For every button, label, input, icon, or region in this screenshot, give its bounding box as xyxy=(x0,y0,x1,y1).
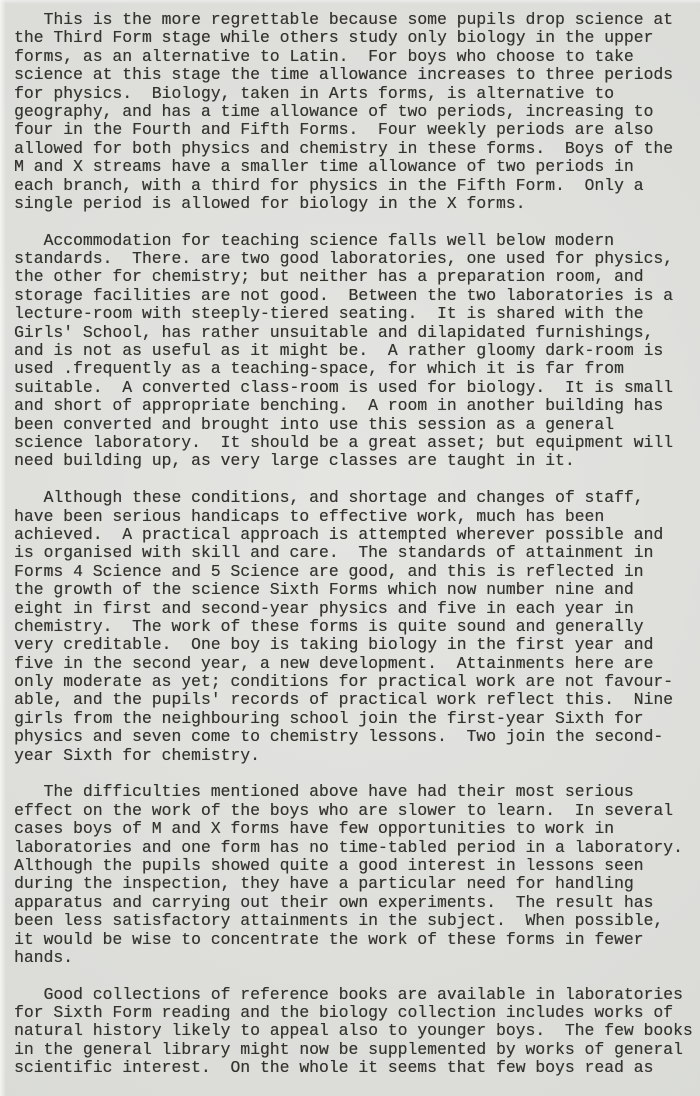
text-line: standards. There. are two good laboratories, one used for physics, xyxy=(14,249,674,269)
text-line: storage facilities are not good. Between the two laboratories is a xyxy=(14,285,674,305)
text-line: effect on the work of the boys who are slower to learn. In several xyxy=(14,800,674,820)
text-line: physics and seven come to chemistry lessons. Two join the second- xyxy=(14,727,664,747)
text-line: laboratories and one form has no time-tabled period in a laboratory. xyxy=(14,837,683,857)
text-line: The difficulties mentioned above have had their most serious xyxy=(14,782,634,802)
text-line: five in the second year, a new development. Attainments here are xyxy=(14,653,654,673)
text-line: cases boys of M and X forms have few opportunities to work in xyxy=(14,819,614,839)
text-line: chemistry. The work of these forms is quite sound and generally xyxy=(14,616,644,636)
text-line: the Third Form stage while others study only biology in the upper xyxy=(14,28,654,48)
text-line: is organised with skill and care. The standards of attainment in xyxy=(14,543,654,563)
text-line: eight in first and second-year physics and five in each year in xyxy=(14,598,634,618)
text-line: girls from the neighbouring school join the first-year Sixth for xyxy=(14,708,644,728)
paragraph-5 xyxy=(14,986,696,1078)
text-line: year Sixth for chemistry. xyxy=(14,745,260,765)
text-line: This is the more regrettable because some pupils drop science at xyxy=(14,10,674,29)
text-line: need building up, as very large classes are taught in it. xyxy=(14,451,575,471)
paragraph-4 xyxy=(14,783,696,967)
text-line: Good collections of reference books are available in laboratories xyxy=(14,984,683,1004)
text-line: in the general library might now be supplemented by works of general xyxy=(14,1039,683,1059)
document-text xyxy=(14,11,696,1078)
text-line: science at this stage the time allowance increases to three periods xyxy=(14,65,674,85)
text-line: lecture-room with steeply-tiered seating. It is shared with the xyxy=(14,304,644,324)
text-line: Although these conditions, and shortage and changes of staff, xyxy=(14,488,644,508)
text-line: during the inspection, they have a particular need for handling xyxy=(14,874,634,894)
text-line: used .frequently as a teaching-space, for which it is far from xyxy=(14,359,624,379)
text-line: been less satisfactory attainments in the subject. When possible, xyxy=(14,911,664,931)
text-line: hands. xyxy=(14,947,74,967)
text-line: been converted and brought into use this session as a general xyxy=(14,414,614,434)
text-line: Girls' School, has rather unsuitable and dilapidated furnishings, xyxy=(14,322,654,342)
text-line: and is not as useful as it might be. A rather gloomy dark-room is xyxy=(14,341,664,361)
text-line: single period is allowed for biology in the X forms. xyxy=(14,193,526,213)
text-line: science laboratory. It should be a great asset; but equipment will xyxy=(14,432,674,452)
text-line: very creditable. One boy is taking biology in the first year and xyxy=(14,635,654,655)
text-line: M and X streams have a smaller time allowance of two periods in xyxy=(14,157,634,177)
text-line: suitable. A converted class-room is used for biology. It is small xyxy=(14,377,674,397)
text-line: have been serious handicaps to effective work, much has been xyxy=(14,506,605,526)
text-line: for physics. Biology, taken in Arts forms, is alternative to xyxy=(14,83,614,103)
text-line: geography, and has a time allowance of two periods, increasing to xyxy=(14,101,654,121)
text-line: only moderate as yet; conditions for practical work are not favour- xyxy=(14,672,674,692)
text-line: for Sixth Form reading and the biology collection includes works of xyxy=(14,1003,674,1023)
text-line: four in the Fourth and Fifth Forms. Four weekly periods are also xyxy=(14,120,654,140)
text-line: natural history likely to appeal also to younger boys. The few books xyxy=(14,1021,693,1041)
text-line: apparatus and carrying out their own experiments. The result has xyxy=(14,892,654,912)
paragraph-3 xyxy=(14,489,696,765)
text-line: Accommodation for teaching science falls well below modern xyxy=(14,230,614,250)
text-line: the other for chemistry; but neither has a preparation room, and xyxy=(14,267,644,287)
paragraph-1 xyxy=(14,11,696,213)
text-line: achieved. A practical approach is attempted wherever possible and xyxy=(14,524,664,544)
text-line: allowed for both physics and chemistry in these forms. Boys of the xyxy=(14,138,674,158)
text-line: scientific interest. On the whole it seems that few boys read as xyxy=(14,1058,654,1078)
text-line: Forms 4 Science and 5 Science are good, and this is reflected in xyxy=(14,561,644,581)
text-line: and short of appropriate benching. A room in another building has xyxy=(14,396,664,416)
text-line: able, and the pupils' records of practical work reflect this. Nine xyxy=(14,690,674,710)
text-line: it would be wise to concentrate the work of these forms in fewer xyxy=(14,929,644,949)
text-line: Although the pupils showed quite a good interest in lessons seen xyxy=(14,855,644,875)
paragraph-2 xyxy=(14,232,696,471)
text-line: each branch, with a third for physics in the Fifth Form. Only a xyxy=(14,175,644,195)
text-line: the growth of the science Sixth Forms which now number nine and xyxy=(14,580,634,600)
text-line: forms, as an alternative to Latin. For boys who choose to take xyxy=(14,46,634,66)
